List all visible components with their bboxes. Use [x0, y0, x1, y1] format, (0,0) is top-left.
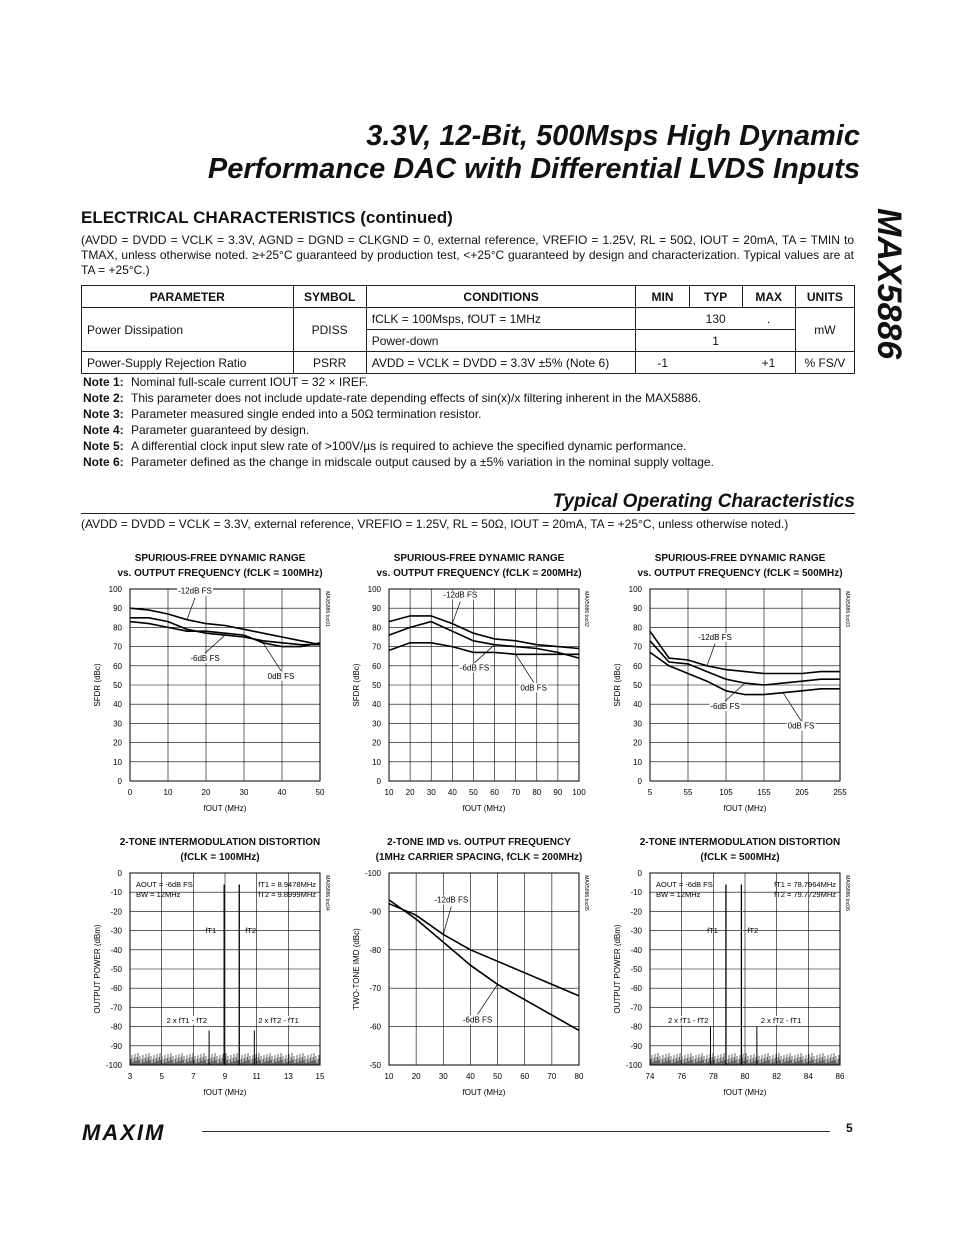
chart-code: MAX5886 toc05 — [583, 875, 589, 911]
y-tick-label: -70 — [630, 1003, 642, 1013]
y-tick-label: -10 — [110, 888, 122, 898]
table-row: Power-Supply Rejection Ratio PSRR AVDD = VCLK = DVDD = 3.3V ±5% (Note 6) -1 +1 % FS/V — [82, 352, 855, 374]
annotation-arrow — [707, 644, 715, 666]
y-tick-label: 50 — [372, 681, 381, 690]
x-tick-label: 255 — [833, 788, 847, 797]
annotation-label: -12dB FS — [178, 586, 212, 596]
y-tick-label: 30 — [372, 719, 381, 729]
annotation-arrow — [205, 635, 225, 653]
y-tick-label: -70 — [369, 984, 381, 994]
x-tick-label: 40 — [447, 788, 457, 797]
chart-imd-500: 2-TONE INTERMODULATION DISTORTION (fCLK = 500MHz) 74 76 78 80 82 84 86 0 -10 -20 -30 -40 -50 -60 -70 -80 -90 -100 fOUT (MHz) OUTPUT POWER (dBm) MAX5886 toc06 AOUT = -6dB FS BW = 12MHz fT1 = 78.7964MHz fT2 = 79.7729MHz fT1 fT2 2 x fT1 - fT2 2 x fT2 - fT1 — [610, 835, 870, 1095]
y-tick-label: 60 — [633, 661, 642, 671]
x-tick-label: 80 — [740, 1072, 750, 1081]
y-tick-label: 40 — [633, 700, 642, 710]
chart-imd-100: 2-TONE INTERMODULATION DISTORTION (fCLK = 100MHz) 3 5 7 9 11 13 15 0 -10 -20 -30 -40 -50 -60 -70 -80 -90 -100 fOUT (MHz) OUTPUT POWER (dBm) MAX5886 toc04 AOUT = -6dB FS BW = 12MHz fT1 = 8.9478MHz fT2 = 9.8999MHz fT1 fT2 2 x fT1 - fT2 2 x fT2 - fT1 — [90, 835, 350, 1095]
x-tick-label: 3 — [127, 1072, 133, 1081]
y-tick-label: 20 — [372, 738, 381, 748]
tone-label: fT2 — [245, 926, 257, 935]
x-tick-label: 20 — [405, 788, 415, 797]
x-tick-label: 30 — [438, 1072, 448, 1081]
annotation-label: -6dB FS — [462, 1015, 493, 1025]
x-tick-label: 70 — [511, 788, 521, 797]
y-tick-label: 0 — [376, 777, 381, 786]
x-tick-label: 78 — [708, 1072, 718, 1081]
x-tick-label: 86 — [835, 1072, 845, 1081]
series-line-0 — [130, 608, 320, 645]
x-axis-label: fOUT (MHz) — [723, 1088, 767, 1097]
y-tick-label: -20 — [110, 907, 122, 917]
x-tick-label: 20 — [201, 788, 211, 797]
note: Note 5: A differential clock input slew rate of >100V/µs is required to achieve the specified dynamic performance. — [83, 439, 687, 453]
x-tick-label: 50 — [315, 788, 325, 797]
annotation-label: -6dB FS — [710, 702, 740, 712]
chart-code: MAX5886 toc03 — [844, 591, 850, 627]
annotation-label: -12dB FS — [434, 895, 469, 905]
y-tick-label: 90 — [113, 604, 122, 614]
y-tick-label: 10 — [633, 757, 642, 767]
annotation-arrow — [452, 602, 460, 624]
y-tick-label: -60 — [630, 984, 642, 994]
x-tick-label: 9 — [222, 1072, 228, 1081]
series-line-1 — [650, 641, 840, 685]
y-tick-label: 40 — [113, 700, 122, 710]
chart-code: MAX5886 toc04 — [324, 875, 330, 911]
page-title — [90, 120, 860, 186]
maxim-logo: MAXIM — [82, 1120, 166, 1145]
tone-label: fT1 — [707, 926, 718, 935]
x-tick-label: 5 — [159, 1072, 164, 1081]
x-tick-label: 70 — [547, 1072, 557, 1081]
y-tick-label: -80 — [369, 945, 381, 955]
footer-rule — [202, 1131, 830, 1132]
x-tick-label: 50 — [493, 1072, 503, 1081]
info-left: BW = 12MHz — [656, 890, 701, 899]
chart-sfdr-100: SPURIOUS-FREE DYNAMIC RANGE vs. OUTPUT FREQUENCY (fCLK = 100MHz) 0 10 20 30 40 50 0 10 20 30 40 50 60 70 80 90 100 fOUT (MHz) SFDR (dBc) MAX5886 toc01 -12dB FS -6dB FS 0dB FS — [90, 551, 350, 811]
x-tick-label: 10 — [384, 788, 394, 797]
y-tick-label: -30 — [110, 926, 122, 936]
side-part-number: MAX5886 — [870, 208, 908, 360]
y-tick-label: 90 — [633, 604, 642, 614]
x-axis-label: fOUT (MHz) — [462, 804, 506, 813]
chart-code: MAX5886 toc02 — [583, 591, 589, 627]
table-row: Power Dissipation PDISS fCLK = 100Msps, fOUT = 1MHz 130 . mW — [82, 308, 855, 330]
info-right: fT1 = 8.9478MHz — [258, 880, 316, 889]
x-tick-label: 80 — [574, 1072, 584, 1081]
x-axis-label: fOUT (MHz) — [203, 804, 247, 813]
info-right: fT2 = 9.8999MHz — [258, 890, 316, 899]
y-tick-label: 30 — [633, 719, 642, 729]
y-tick-label: 0 — [117, 869, 122, 878]
tone-label: fT1 — [205, 926, 217, 935]
x-tick-label: 74 — [645, 1072, 655, 1081]
spur-label: 2 x fT1 - fT2 — [166, 1016, 208, 1025]
info-right: fT2 = 79.7729MHz — [774, 890, 836, 899]
x-tick-label: 40 — [277, 788, 287, 797]
x-tick-label: 10 — [384, 1072, 394, 1081]
x-tick-label: 80 — [532, 788, 542, 797]
y-axis-label: SFDR (dBc) — [613, 663, 622, 707]
toc-title: Typical Operating Characteristics — [549, 491, 855, 513]
conditions-text: (AVDD = DVDD = VCLK = 3.3V, AGND = DGND = CLKGND = 0, external reference, VREFIO = 1.25V, RL = 50Ω, IOUT = 20mA, TA = TMIN to TMAX, unless otherwise noted. ≥+25°C guaranteed by production test, <+25°C guaranteed by design and characterization. Typical values are at TA = +25°C.) — [81, 233, 854, 277]
tone-label: fT2 — [747, 926, 759, 935]
chart-svg — [610, 551, 870, 821]
series-line-1 — [389, 900, 579, 1031]
chart-sfdr-500: SPURIOUS-FREE DYNAMIC RANGE vs. OUTPUT FREQUENCY (fCLK = 500MHz) 5 55 105 155 205 255 0 10 20 30 40 50 60 70 80 90 100 fOUT (MHz) SFDR (dBc) MAX5886 toc03 -12dB FS -6dB FS 0dB FS — [610, 551, 870, 811]
chart-svg — [90, 551, 350, 821]
y-tick-label: -80 — [630, 1022, 642, 1032]
y-tick-label: -100 — [105, 1061, 122, 1070]
x-tick-label: 100 — [572, 788, 586, 797]
x-axis-label: fOUT (MHz) — [723, 804, 767, 813]
note: Note 6: Parameter defined as the change in midscale output caused by a ±5% variation in the nominal supply voltage. — [83, 455, 714, 469]
y-tick-label: 50 — [633, 681, 642, 690]
note: Note 3: Parameter measured single ended into a 50Ω termination resistor. — [83, 407, 482, 421]
y-tick-label: 80 — [113, 623, 122, 633]
annotation-label: 0dB FS — [787, 721, 815, 731]
y-tick-label: -60 — [369, 1022, 381, 1032]
x-tick-label: 55 — [683, 788, 693, 797]
table-row: Power-down 1 — [82, 330, 855, 352]
x-tick-label: 10 — [163, 788, 173, 797]
info-left: BW = 12MHz — [136, 890, 181, 899]
chart-code: MAX5886 toc01 — [324, 591, 330, 627]
y-tick-label: 70 — [372, 642, 381, 652]
x-tick-label: 82 — [772, 1072, 782, 1081]
title-line1: 3.3V, 12-Bit, 500Msps High Dynamic — [366, 120, 860, 152]
x-tick-label: 15 — [315, 1072, 325, 1081]
annotation-label: -6dB FS — [190, 654, 220, 664]
info-right: fT1 = 78.7964MHz — [774, 880, 836, 889]
y-tick-label: -30 — [630, 926, 642, 936]
y-tick-label: 60 — [113, 661, 122, 671]
chart-svg — [90, 835, 350, 1105]
y-tick-label: 20 — [633, 738, 642, 748]
annotation-arrow — [475, 645, 495, 663]
x-tick-label: 40 — [465, 1072, 475, 1081]
x-axis-label: fOUT (MHz) — [203, 1088, 247, 1097]
y-tick-label: 90 — [372, 604, 381, 614]
x-tick-label: 205 — [795, 788, 809, 797]
x-tick-label: 7 — [191, 1072, 196, 1081]
x-tick-label: 13 — [283, 1072, 293, 1081]
y-tick-label: 80 — [633, 623, 642, 633]
y-tick-label: 50 — [113, 681, 122, 690]
y-axis-label: TWO-TONE IMD (dBc) — [352, 928, 361, 1010]
y-tick-label: 80 — [372, 623, 381, 633]
y-tick-label: 20 — [113, 738, 122, 748]
chart-imd-vs-freq: 2-TONE IMD vs. OUTPUT FREQUENCY (1MHz CARRIER SPACING, fCLK = 200MHz) 10 20 30 40 50 60 70 80 -100 -90 -80 -70 -60 -50 fOUT (MHz) TWO-TONE IMD (dBc) MAX5886 toc05 -12dB FS -6dB FS — [349, 835, 609, 1095]
annotation-arrow — [783, 693, 801, 721]
y-tick-label: 10 — [113, 757, 122, 767]
x-tick-label: 30 — [426, 788, 436, 797]
annotation-arrow — [516, 654, 534, 682]
y-axis-label: OUTPUT POWER (dBm) — [613, 924, 622, 1014]
note: Note 1: Nominal full-scale current IOUT = 32 × IREF. — [83, 375, 369, 389]
y-tick-label: -20 — [630, 907, 642, 917]
y-tick-label: 70 — [633, 642, 642, 652]
annotation-arrow — [187, 598, 195, 620]
x-tick-label: 11 — [252, 1072, 261, 1081]
annotation-label: -6dB FS — [459, 663, 490, 673]
x-tick-label: 84 — [803, 1072, 813, 1081]
x-tick-label: 60 — [520, 1072, 530, 1081]
info-left: AOUT = -6dB FS — [656, 880, 713, 889]
y-tick-label: 60 — [372, 661, 381, 671]
spur-label: 2 x fT2 - fT1 — [760, 1016, 802, 1025]
y-tick-label: -100 — [364, 869, 381, 878]
y-tick-label: -60 — [110, 984, 122, 994]
note: Note 4: Parameter guaranteed by design. — [83, 423, 310, 437]
annotation-arrow — [443, 906, 451, 934]
annotation-label: -12dB FS — [698, 632, 732, 642]
section-title: ELECTRICAL CHARACTERISTICS (continued) — [81, 208, 453, 227]
chart-svg — [349, 551, 609, 821]
y-tick-label: 100 — [628, 585, 642, 594]
y-tick-label: 0 — [117, 777, 122, 786]
page-number: 5 — [846, 1121, 853, 1135]
x-tick-label: 5 — [647, 788, 653, 797]
x-tick-label: 76 — [677, 1072, 687, 1081]
x-tick-label: 105 — [719, 788, 733, 797]
y-tick-label: -40 — [630, 945, 642, 955]
y-tick-label: -50 — [369, 1061, 381, 1070]
annotation-label: 0dB FS — [520, 683, 548, 693]
series-line-1 — [130, 618, 320, 645]
y-tick-label: -100 — [625, 1061, 642, 1070]
y-tick-label: 100 — [367, 585, 381, 594]
toc-conditions: (AVDD = DVDD = VCLK = 3.3V, external reference, VREFIO = 1.25V, RL = 50Ω, IOUT = 20mA, TA = +25°C, unless otherwise noted.) — [81, 517, 789, 531]
y-axis-label: OUTPUT POWER (dBm) — [93, 924, 102, 1014]
x-tick-label: 60 — [490, 788, 500, 797]
annotation-label: 0dB FS — [267, 671, 295, 681]
toc-heading-rule — [81, 491, 855, 514]
y-axis-label: SFDR (dBc) — [352, 663, 361, 707]
table-header: PARAMETER SYMBOL CONDITIONS MIN TYP MAX UNITS — [82, 286, 855, 308]
note: Note 2: This parameter does not include update-rate depending effects of sin(x)/x filtering inherent in the MAX5886. — [83, 391, 702, 405]
chart-sfdr-200: SPURIOUS-FREE DYNAMIC RANGE vs. OUTPUT FREQUENCY (fCLK = 200MHz) 10 20 30 40 50 60 70 80 90 100 0 10 20 30 40 50 60 70 80 90 100 fOUT (MHz) SFDR (dBc) MAX5886 toc02 -12dB FS -6dB FS 0dB FS — [349, 551, 609, 811]
y-tick-label: -90 — [369, 907, 381, 917]
y-tick-label: -90 — [630, 1041, 642, 1051]
y-axis-label: SFDR (dBc) — [93, 663, 102, 707]
y-tick-label: -40 — [110, 945, 122, 955]
ec-table — [81, 285, 855, 374]
info-left: AOUT = -6dB FS — [136, 880, 193, 889]
y-tick-label: 0 — [637, 869, 642, 878]
x-tick-label: 155 — [757, 788, 771, 797]
series-line-0 — [389, 616, 579, 649]
y-tick-label: -50 — [630, 965, 642, 974]
plot-frame — [389, 873, 579, 1065]
y-tick-label: 30 — [113, 719, 122, 729]
y-tick-label: -10 — [630, 888, 642, 898]
x-axis-label: fOUT (MHz) — [462, 1088, 506, 1097]
y-tick-label: 100 — [108, 585, 122, 594]
x-tick-label: 50 — [468, 788, 478, 797]
annotation-label: -12dB FS — [443, 590, 478, 600]
y-tick-label: 70 — [113, 642, 122, 652]
title-line2: Performance DAC with Differential LVDS Inputs — [207, 153, 860, 185]
spur-label: 2 x fT1 - fT2 — [668, 1016, 709, 1025]
x-tick-label: 0 — [127, 788, 133, 797]
series-line-0 — [650, 631, 840, 673]
annotation-arrow — [478, 984, 498, 1014]
spur-label: 2 x fT2 - fT1 — [258, 1016, 299, 1025]
x-tick-label: 90 — [553, 788, 563, 797]
y-tick-label: 10 — [372, 757, 381, 767]
y-tick-label: -90 — [110, 1041, 122, 1051]
y-tick-label: -70 — [110, 1003, 122, 1013]
y-tick-label: 0 — [637, 777, 642, 786]
chart-code: MAX5886 toc06 — [844, 875, 850, 911]
x-tick-label: 20 — [411, 1072, 421, 1081]
series-line-2 — [389, 643, 579, 655]
y-tick-label: 40 — [372, 700, 381, 710]
x-tick-label: 30 — [239, 788, 249, 797]
annotation-arrow — [263, 643, 281, 671]
y-tick-label: -80 — [110, 1022, 122, 1032]
chart-svg — [349, 835, 609, 1105]
notes — [83, 374, 714, 470]
chart-svg — [610, 835, 870, 1105]
y-tick-label: -50 — [110, 965, 122, 974]
